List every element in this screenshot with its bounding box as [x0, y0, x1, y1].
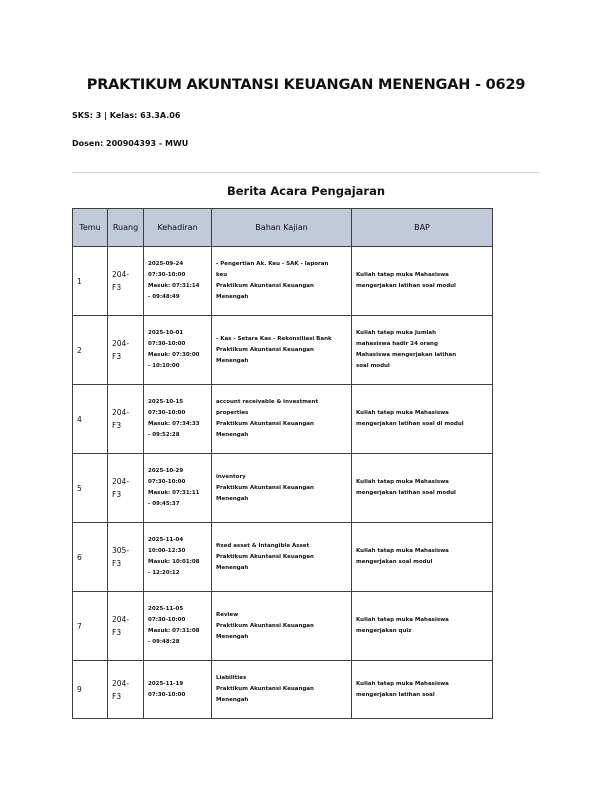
- study-material-line: keu: [216, 272, 228, 278]
- attendance: [144, 523, 212, 592]
- teaching-report: [352, 247, 493, 316]
- room: [108, 661, 144, 719]
- attendance-line: 07:30-10:00: [148, 272, 186, 278]
- attendance-line: Masuk: 07:31:08: [148, 628, 200, 634]
- study-material-line: Praktikum Akuntansi Keuangan: [216, 622, 314, 629]
- teaching-report: [352, 661, 493, 719]
- table-body: [73, 247, 493, 719]
- attendance-line: 2025-11-19: [148, 680, 184, 687]
- room-line: 305-: [112, 546, 130, 555]
- teaching-record-table: [72, 208, 493, 719]
- room-line: F3: [112, 352, 122, 361]
- attendance-line: Masuk: 07:30:00: [148, 352, 200, 358]
- teaching-report-line: mengerjakan quiz: [356, 628, 412, 634]
- teaching-report: [352, 385, 493, 454]
- attendance-line: - 12:20:12: [148, 570, 180, 576]
- teaching-report: [352, 592, 493, 661]
- course-title: PRAKTIKUM AKUNTANSI KEUANGAN MENENGAH - 0629: [86, 77, 526, 93]
- header-temu: Temu: [73, 209, 108, 247]
- table-row: [73, 661, 493, 719]
- study-material-line: - Kas - Setara Kas - Rekonsiliasi Bank: [216, 335, 332, 342]
- teaching-report-line: Kuliah tatap muka Mahasiswa: [356, 548, 449, 554]
- attendance-line: 2025-09-24: [148, 261, 184, 267]
- study-material-line: Menengah: [216, 294, 249, 300]
- table-row: [73, 385, 493, 454]
- room-line: 204-: [112, 477, 130, 486]
- teaching-report-line: Kuliah tatap muka Mahasiswa: [356, 617, 449, 623]
- section-title: Berita Acara Pengajaran: [226, 184, 386, 198]
- study-material-line: - Pengertian Ak. Keu - SAK - laporan: [216, 261, 329, 267]
- teaching-report-line: mengerjakan latihan soal: [356, 691, 435, 698]
- study-material-line: Praktikum Akuntansi Keuangan: [216, 421, 314, 427]
- study-material-line: Praktikum Akuntansi Keuangan: [216, 686, 314, 692]
- study-material: [212, 385, 352, 454]
- attendance-line: - 09:52:28: [148, 432, 180, 438]
- study-material-line: Liabilities: [216, 675, 247, 681]
- study-material: [212, 247, 352, 316]
- study-material: [212, 661, 352, 719]
- study-material-line: Praktikum Akuntansi Keuangan: [216, 553, 314, 560]
- attendance-line: 07:30-10:00: [148, 410, 186, 416]
- room-line: 204-: [112, 678, 130, 688]
- teaching-report-line: Kuliah tatap muka Mahasiswa: [356, 479, 449, 485]
- attendance-line: Masuk: 10:01:08: [148, 559, 200, 565]
- teaching-report-line: mahasiswa hadir 24 orang: [356, 341, 438, 347]
- attendance-line: 2025-10-29: [148, 468, 184, 474]
- header-bahan-kajian: Bahan Kajian: [212, 209, 352, 247]
- room-line: 204-: [112, 408, 130, 417]
- table-row: [73, 592, 493, 661]
- room-line: F3: [112, 490, 122, 499]
- room-line: 204-: [112, 339, 130, 348]
- study-material-line: Menengah: [216, 357, 249, 364]
- room: [108, 454, 144, 523]
- attendance: [144, 247, 212, 316]
- attendance-line: 07:30-10:00: [148, 691, 186, 698]
- room-line: F3: [112, 559, 122, 568]
- attendance-line: Masuk: 07:31:14: [148, 283, 200, 289]
- study-material-line: Praktikum Akuntansi Keuangan: [216, 346, 314, 353]
- teaching-report-line: soal modul: [356, 363, 390, 369]
- meeting-number: 7: [73, 592, 108, 661]
- meeting-number: 4: [73, 385, 108, 454]
- attendance-line: - 09:45:37: [148, 501, 180, 507]
- attendance-line: 07:30-10:00: [148, 341, 186, 347]
- sks-class-info: SKS: 3 | Kelas: 63.3A.06: [72, 111, 181, 120]
- teaching-report: [352, 523, 493, 592]
- attendance: [144, 385, 212, 454]
- room-line: F3: [112, 628, 122, 637]
- teaching-report-line: Kuliah tatap muka Mahasiswa: [356, 410, 449, 416]
- header-bap: BAP: [352, 209, 493, 247]
- table-row: [73, 454, 493, 523]
- meeting-number: 6: [73, 523, 108, 592]
- table-header-row: [73, 209, 493, 247]
- attendance: [144, 592, 212, 661]
- study-material-line: Menengah: [216, 432, 249, 438]
- study-material: [212, 592, 352, 661]
- teaching-report-line: mengerjakan soal modul: [356, 559, 433, 565]
- attendance-line: - 09:48:28: [148, 639, 180, 645]
- attendance-line: 07:30-10:00: [148, 479, 186, 485]
- meeting-number: 9: [73, 661, 108, 719]
- study-material-line: Review: [216, 611, 239, 618]
- attendance-line: 2025-11-04: [148, 537, 184, 543]
- attendance-line: 2025-10-15: [148, 399, 184, 405]
- room-line: F3: [112, 421, 122, 430]
- teaching-report: [352, 316, 493, 385]
- study-material-line: Menengah: [216, 633, 249, 640]
- room-line: 204-: [112, 615, 130, 624]
- attendance-line: Masuk: 07:34:33: [148, 421, 200, 427]
- attendance-line: Masuk: 07:31:11: [148, 490, 200, 496]
- teaching-report-line: Kuliah tatap muka Mahasiswa: [356, 680, 449, 687]
- teaching-report: [352, 454, 493, 523]
- study-material: [212, 523, 352, 592]
- attendance-line: 07:30-10:00: [148, 617, 186, 623]
- study-material-line: inventory: [216, 473, 246, 480]
- room-line: F3: [112, 691, 122, 701]
- header-kehadiran: Kehadiran: [144, 209, 212, 247]
- study-material: [212, 316, 352, 385]
- meeting-number: 5: [73, 454, 108, 523]
- divider: [72, 172, 540, 173]
- study-material: [212, 454, 352, 523]
- study-material-line: Praktikum Akuntansi Keuangan: [216, 283, 314, 289]
- attendance-line: - 09:48:49: [148, 294, 180, 300]
- room: [108, 385, 144, 454]
- teaching-report-line: Kuliah tatap muka Jumlah: [356, 330, 437, 336]
- teaching-report-line: mengerjakan latihan soal modul: [356, 283, 456, 289]
- meeting-number: 2: [73, 316, 108, 385]
- study-material-line: properties: [216, 410, 249, 416]
- table-row: [73, 316, 493, 385]
- study-material-line: Praktikum Akuntansi Keuangan: [216, 484, 314, 491]
- study-material-line: Menengah: [216, 495, 249, 502]
- header-ruang: Ruang: [108, 209, 144, 247]
- attendance-line: - 10:10:00: [148, 363, 180, 369]
- table-row: [73, 523, 493, 592]
- lecturer-info: Dosen: 200904393 - MWU: [72, 139, 189, 148]
- teaching-report-line: Mahasiswa mengerjakan latihan: [356, 352, 457, 358]
- room-line: F3: [112, 283, 122, 292]
- study-material-line: fixed asset & Intangible Asset: [216, 542, 310, 549]
- teaching-report-line: Kuliah tatap muka Mahasiswa: [356, 272, 449, 278]
- study-material-line: account receivable & investment: [216, 399, 319, 405]
- meeting-number: 1: [73, 247, 108, 316]
- attendance: [144, 661, 212, 719]
- room: [108, 247, 144, 316]
- teaching-report-line: mengerjakan latihan soal modul: [356, 490, 456, 496]
- table-row: [73, 247, 493, 316]
- room: [108, 592, 144, 661]
- attendance: [144, 316, 212, 385]
- teaching-report-line: mengerjakan latihan soal di modul: [356, 421, 464, 427]
- attendance-line: 2025-11-05: [148, 606, 184, 612]
- study-material-line: Menengah: [216, 564, 249, 571]
- room: [108, 523, 144, 592]
- room: [108, 316, 144, 385]
- study-material-line: Menengah: [216, 697, 249, 703]
- attendance: [144, 454, 212, 523]
- room-line: 204-: [112, 270, 130, 279]
- attendance-line: 10:00-12:30: [148, 548, 186, 554]
- attendance-line: 2025-10-01: [148, 330, 184, 336]
